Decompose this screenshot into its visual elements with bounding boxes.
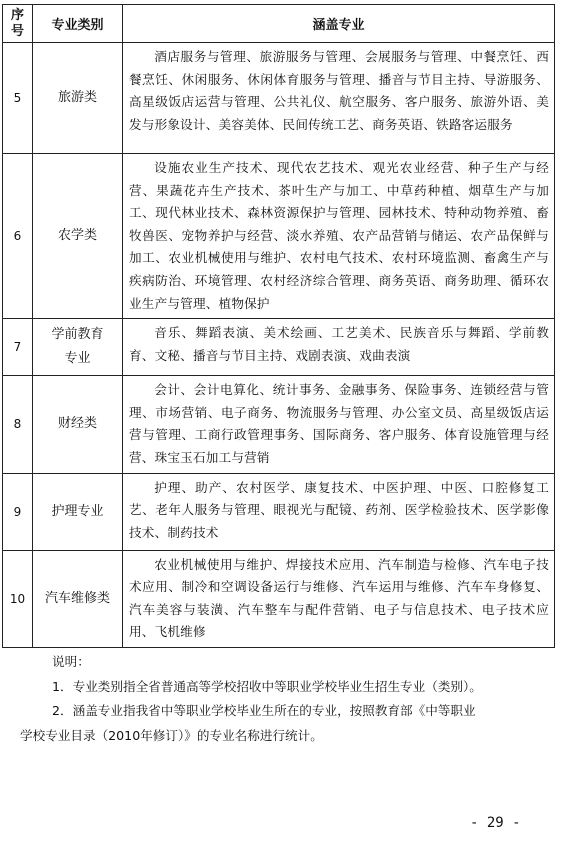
row-category [33, 319, 123, 376]
row-category: 护理专业 [33, 473, 123, 550]
row-category: 农学类 [33, 154, 123, 319]
header-category: 专业类别 [33, 5, 123, 43]
row-coverage: 农业机械使用与维护、焊接技术应用、汽车制造与检修、汽车电子技术应用、制冷和空调设备运行与维修、汽车运用与维修、汽车车身修复、汽车美容与装潢、汽车整车与配件营销、电子与信息技术、电子技术应用、飞机维修 [123, 550, 555, 647]
row-coverage: 酒店服务与管理、旅游服务与管理、会展服务与管理、中餐烹饪、西餐烹饪、休闲服务、休闲体育服务与管理、播音与节目主持、导游服务、高星级饭店运营与管理、公共礼仪、航空服务、客户服务、旅游外语、美发与形象设计、美容美体、民间传统工艺、商务英语、铁路客运服务 [123, 43, 555, 154]
notes-title: 说明： [52, 654, 90, 669]
table-header-row [3, 5, 555, 43]
table-row [3, 473, 555, 550]
table-row [3, 550, 555, 647]
note-item-1: 1．专业类别指全省普通高等学校招收中等职业学校毕业生招生专业（类别）。 [52, 678, 482, 694]
row-number: 8 [3, 376, 33, 473]
majors-table [2, 4, 555, 648]
row-category: 旅游类 [33, 43, 123, 154]
header-seq: 序号 [3, 5, 33, 43]
row-category: 财经类 [33, 376, 123, 473]
row-category: 汽车维修类 [33, 550, 123, 647]
row-coverage: 会计、会计电算化、统计事务、金融事务、保险事务、连锁经营与管理、市场营销、电子商务、物流服务与管理、办公室文员、高星级饭店运营与管理、工商行政管理事务、国际商务、客户服务、体育设施管理与经营、珠宝玉石加工与营销 [123, 376, 555, 473]
note-item-2: 2．涵盖专业指我省中等职业学校毕业生所在的专业，按照教育部《中等职业 [52, 703, 476, 718]
note-item-2-continued: 学校专业目录（2010年修订）》的专业名称进行统计。 [20, 727, 323, 743]
table-row [3, 154, 555, 319]
table-row [3, 376, 555, 473]
table-row [3, 43, 555, 154]
header-coverage: 涵盖专业 [123, 5, 555, 43]
row-coverage: 护理、助产、农村医学、康复技术、中医护理、中医、口腔修复工艺、老年人服务与管理、眼视光与配镜、药剂、医学检验技术、医学影像技术、制药技术 [123, 473, 555, 550]
row-category-line: 学前教育 [51, 327, 104, 343]
row-number: 6 [3, 154, 33, 319]
row-number: 9 [3, 473, 33, 550]
row-coverage: 音乐、舞蹈表演、美术绘画、工艺美术、民族音乐与舞蹈、学前教育、文秘、播音与节目主持、戏剧表演、戏曲表演 [123, 319, 555, 376]
row-number: 5 [3, 43, 33, 154]
row-number: 7 [3, 319, 33, 376]
row-number: 10 [3, 550, 33, 647]
row-category-line: 专业 [64, 351, 91, 367]
table-row [3, 319, 555, 376]
row-coverage: 设施农业生产技术、现代农艺技术、观光农业经营、种子生产与经营、果蔬花卉生产技术、茶叶生产与加工、中草药种植、烟草生产与加工、现代林业技术、森林资源保护与管理、园林技术、特种动物养殖、畜牧兽医、宠物养护与经营、淡水养殖、农产品营销与储运、农产品保鲜与加工、农业机械使用与维护、农村电气技术、农村环境监测、畜禽生产与疾病防治、环境管理、农村经济综合管理、商务英语、商务助理、循环农业生产与管理、植物保护 [123, 154, 555, 319]
notes-section [0, 650, 561, 748]
page-number: - 29 - [470, 815, 521, 831]
